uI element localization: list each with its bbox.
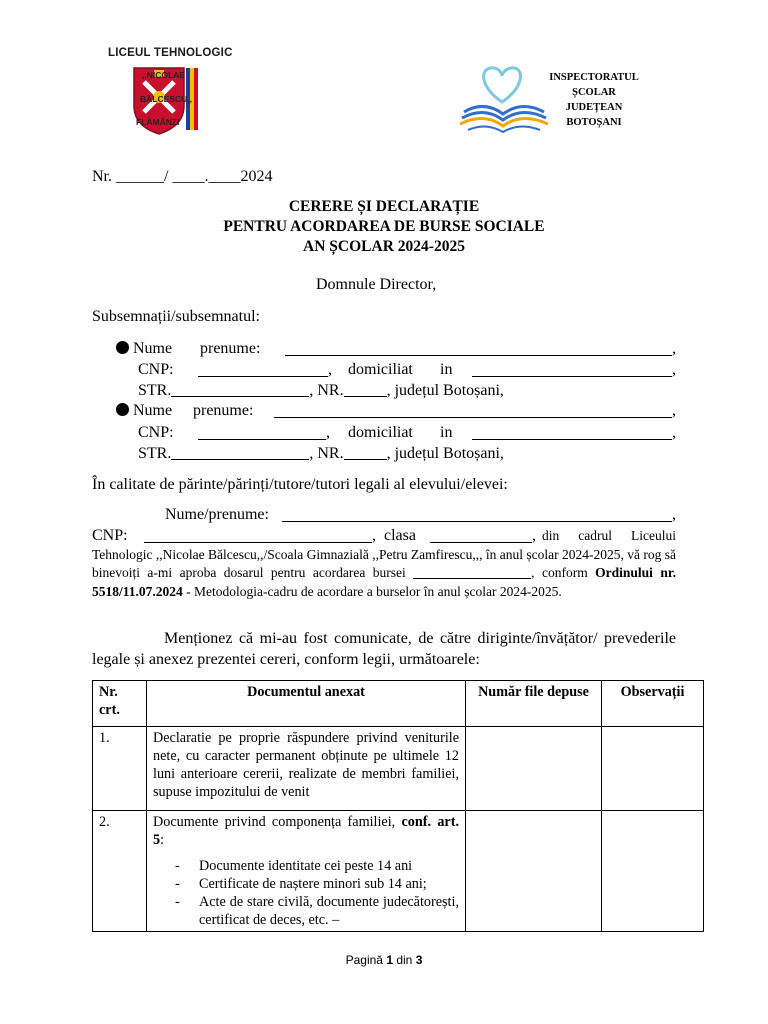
parent1-name-row: Nume xyxy=(116,338,172,359)
parent2-domiciliat-label: domiciliat xyxy=(348,424,413,441)
request-paragraph: din cadrul Liceului Tehnologic ,,Nicolae Bălcescu,,/Scoala Gimnazială ,,Petru Zamfirescu,,, în anul școlar 2024-2025, vă rog să binevoiți a-mi aproba dosarul pentru acordarea bursei , conform Ordinului nr. 5518/11.07.2024 - Metodologia-cadru de acordare a burselor în anul școlar 2024-2025. xyxy=(92,528,677,599)
parent2-name-row: Nume xyxy=(116,400,172,421)
isj-line-3: JUDEȚEAN xyxy=(565,102,623,113)
page-footer: Pagină 1 din 3 xyxy=(345,953,423,967)
student-name-label: Nume/prenume: xyxy=(165,506,269,523)
crest-text-line-3: FLĂMÂNZI xyxy=(136,117,180,127)
student-cnp-label: CNP: xyxy=(92,527,128,544)
parent1-prenume-label: prenume: xyxy=(200,340,261,357)
bullet-icon xyxy=(116,341,129,354)
col-nr-header: Nr. crt. xyxy=(93,681,147,727)
subsemnatii-label: Subsemnații/subsemnatul: xyxy=(92,308,260,325)
registration-number: Nr. ______/ ____.____2024 xyxy=(92,168,273,185)
parent1-name-field[interactable] xyxy=(285,355,672,356)
row-observations-cell[interactable] xyxy=(602,811,704,932)
isj-logo xyxy=(458,62,550,134)
table-row xyxy=(93,811,704,932)
comma: , xyxy=(328,361,332,378)
comma: , xyxy=(672,402,676,419)
student-name-field[interactable] xyxy=(282,521,672,522)
isj-line-4: BOTOȘANI xyxy=(566,117,622,128)
comma: , xyxy=(372,527,376,544)
parent1-cnp-field[interactable] xyxy=(198,376,328,377)
row-nr: 2. xyxy=(93,811,147,932)
isj-line-1: INSPECTORATUL xyxy=(549,72,639,83)
table-header-row xyxy=(93,681,704,727)
row-files-cell[interactable] xyxy=(466,727,602,811)
row-document: Declaratie pe proprie răspundere privind veniturile nete, cu caracter permanent obținute pe ultimele 12 luni anterioare cererii, realizate de membri familiei, supuse impozitului de venit xyxy=(147,727,466,811)
student-clasa-label: clasa xyxy=(384,527,416,544)
comma: , xyxy=(326,424,330,441)
parent2-address-field[interactable] xyxy=(472,439,672,440)
row-files-cell[interactable] xyxy=(466,811,602,932)
parent1-nr-field[interactable] xyxy=(344,381,387,397)
col-document-header: Documentul anexat xyxy=(147,681,466,727)
page-total: 3 xyxy=(415,953,423,967)
col-observations-header: Observații xyxy=(602,681,704,727)
parent2-nr-field[interactable] xyxy=(344,444,387,460)
crest-text-line-2: BĂLCESCU,, xyxy=(140,94,192,104)
bullet-icon xyxy=(116,403,129,416)
comma: , xyxy=(672,361,676,378)
parent2-prenume-label: prenume: xyxy=(193,402,254,419)
parent2-in-label: in xyxy=(440,424,453,441)
parent1-address-field[interactable] xyxy=(472,376,672,377)
parent2-street-row: STR. , NR. , județul Botoșani, xyxy=(138,445,504,462)
isj-title xyxy=(544,70,644,130)
row-nr: 1. xyxy=(93,727,147,811)
parent1-domiciliat-label: domiciliat xyxy=(348,361,413,378)
comma: , xyxy=(672,340,676,357)
isj-line-2: ȘCOLAR xyxy=(572,87,616,98)
salutation: Domnule Director, xyxy=(316,276,437,293)
parent2-street-field[interactable] xyxy=(171,444,309,460)
comma: , xyxy=(672,424,676,441)
bursa-type-field[interactable] xyxy=(413,564,531,579)
comma: , xyxy=(672,506,676,523)
list-item: - Acte de stare civilă, documente judecătorești, certificat de deces, etc. – xyxy=(153,893,459,929)
month-field[interactable]: ____ xyxy=(208,168,241,185)
comma: , xyxy=(532,527,536,544)
document-list xyxy=(153,857,459,929)
parent1-street-row: STR. , NR. , județul Botoșani, xyxy=(138,382,504,399)
row-observations-cell[interactable] xyxy=(602,727,704,811)
list-item: - Certificate de naștere minori sub 14 ani; xyxy=(153,875,459,893)
col-files-header: Număr file depuse xyxy=(466,681,602,727)
list-item: - Documente identitate cei peste 14 ani xyxy=(153,857,459,875)
crest-text-line-1: ,,NICOLAE xyxy=(142,70,185,80)
ordin-reference: Ordinului nr. 5518/11.07.2024 xyxy=(92,565,677,599)
document-title xyxy=(0,197,768,257)
title-line-2: PENTRU ACORDAREA DE BURSE SOCIALE xyxy=(223,218,545,235)
parent1-cnp-label: CNP: xyxy=(138,361,174,378)
nr-field[interactable]: ______ xyxy=(116,168,164,185)
title-line-3: AN ȘCOLAR 2024-2025 xyxy=(303,238,465,255)
page-number: 1 xyxy=(386,953,393,967)
parent1-in-label: in xyxy=(440,361,453,378)
title-line-1: CERERE ȘI DECLARAȚIE xyxy=(288,198,480,215)
parent1-street-field[interactable] xyxy=(171,381,309,397)
parent2-cnp-field[interactable] xyxy=(198,439,326,440)
mention-paragraph: Menționez că mi-au fost comunicate, de către diriginte/învățător/ prevederile legale și anexez prezentei cereri, conform legii, următoarele: xyxy=(92,630,676,668)
parent2-name-field[interactable] xyxy=(274,417,672,418)
school-title: LICEUL TEHNOLOGIC xyxy=(108,47,233,59)
annex-table xyxy=(92,680,704,932)
calitate-text: În calitate de părinte/părinți/tutore/tutori legali al elevului/elevei: xyxy=(92,476,508,493)
day-field[interactable]: ____ xyxy=(172,168,205,185)
row-document: Documente privind componența familiei, conf. art. 5: - Documente identitate cei peste 14 ani - Certificate de naștere minori sub 14 ani; - Acte de stare civilă, documente judecătorești, certificat de deces, etc. – xyxy=(147,811,466,932)
table-row xyxy=(93,727,704,811)
parent2-cnp-label: CNP: xyxy=(138,424,174,441)
